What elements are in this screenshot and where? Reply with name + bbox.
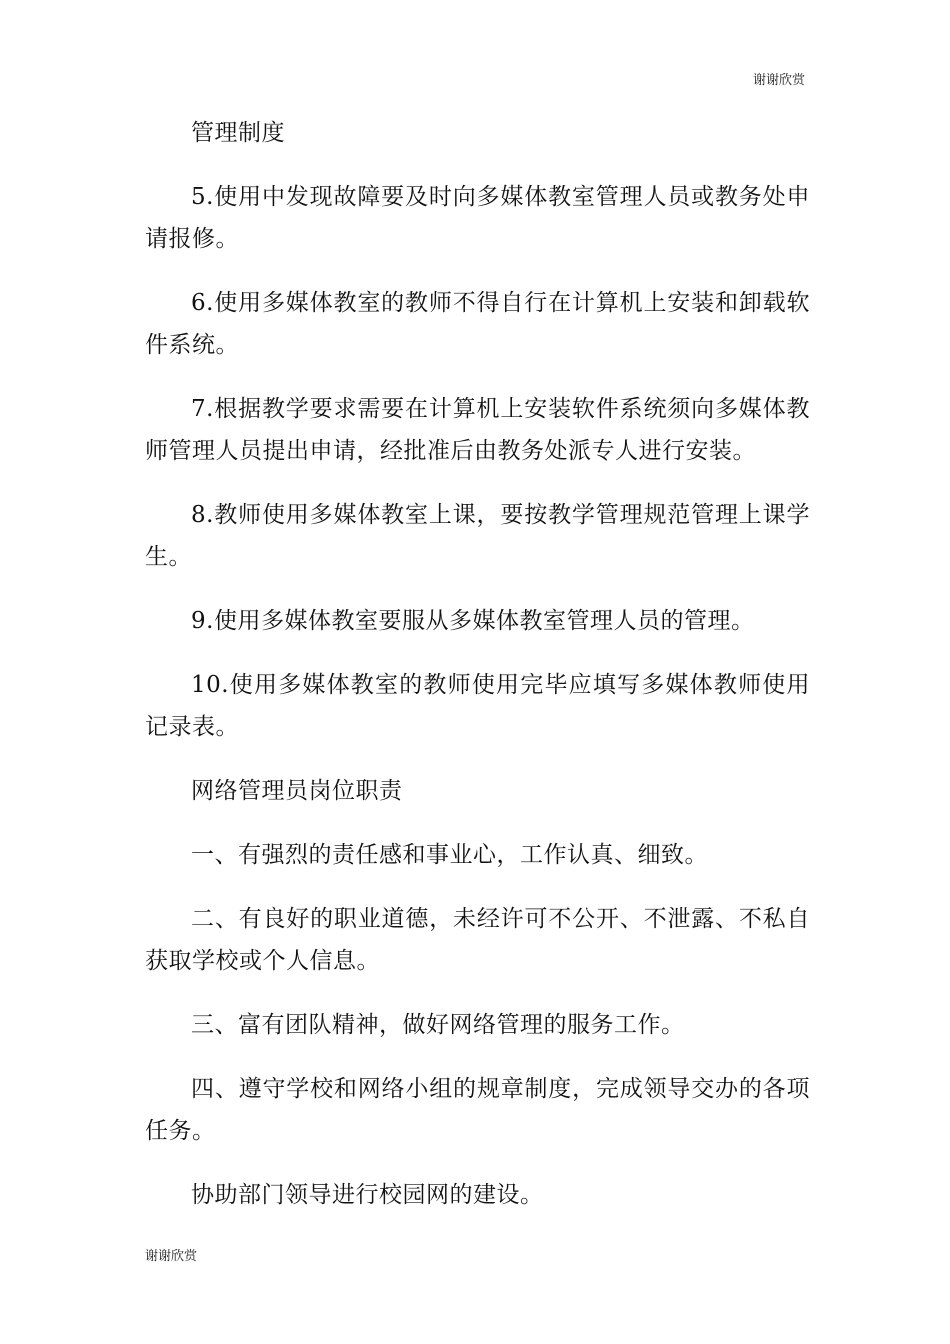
duty-item-1: 一、有强烈的责任感和事业心，工作认真、细致。 [191, 842, 708, 868]
page-footer: 谢谢欣赏 [145, 1249, 198, 1264]
duty-item-2: 二、有良好的职业道德，未经许可不公开、不泄露、不私自获取学校或个人信息。 [145, 906, 810, 974]
duty-item-3: 三、富有团队精神，做好网络管理的服务工作。 [191, 1012, 685, 1038]
rule-item-9: 9.使用多媒体教室要服从多媒体教室管理人员的管理。 [191, 608, 755, 634]
page-header: 谢谢欣赏 [752, 73, 805, 88]
section-title-network-admin-duties: 网络管理员岗位职责 [191, 778, 403, 804]
section-title-management-rules: 管理制度 [191, 120, 285, 146]
rule-item-5: 5.使用中发现故障要及时向多媒体教室管理人员或教务处申请报修。 [145, 184, 810, 252]
rule-item-10: 10.使用多媒体教室的教师使用完毕应填写多媒体教师使用记录表。 [145, 672, 810, 740]
rule-item-8: 8.教师使用多媒体教室上课，要按教学管理规范管理上课学生。 [145, 502, 810, 570]
rule-item-7: 7.根据教学要求需要在计算机上安装软件系统须向多媒体教师管理人员提出申请，经批准后由教务处派专人进行安装。 [145, 396, 810, 464]
document-body [145, 112, 810, 1238]
duty-item-4: 四、遵守学校和网络小组的规章制度，完成领导交办的各项任务。 [145, 1076, 810, 1144]
duty-item-5: 协助部门领导进行校园网的建设。 [191, 1182, 544, 1208]
rule-item-6: 6.使用多媒体教室的教师不得自行在计算机上安装和卸载软件系统。 [145, 290, 810, 358]
